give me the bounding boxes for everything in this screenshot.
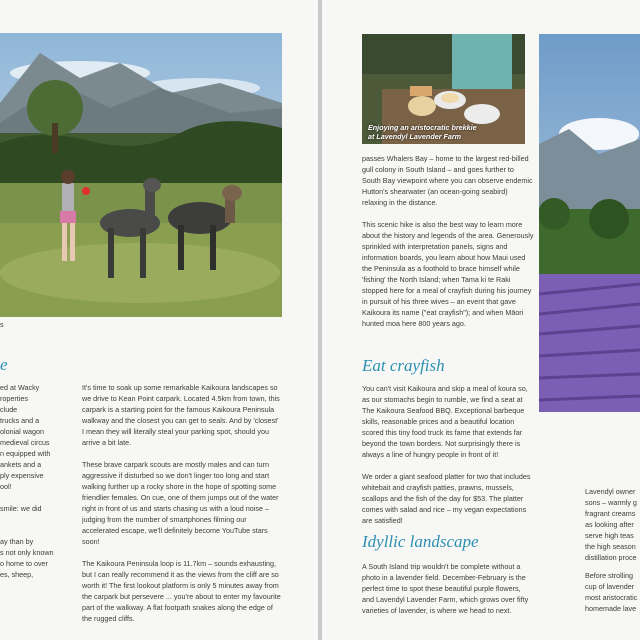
text-line: roperties: [0, 394, 28, 403]
left-column-1: [0, 382, 70, 580]
text-line: [0, 492, 70, 503]
text-line: trucks and a: [0, 416, 40, 425]
heading-idyllic-landscape: Idyllic landscape: [362, 532, 479, 551]
text-line: sons – warmly g: [585, 498, 637, 507]
section-heading-fragment: e: [0, 355, 8, 374]
left-page: [0, 0, 318, 640]
right-column-2b: [585, 570, 640, 614]
text-line: the high season: [585, 542, 636, 551]
text-line: olonial wagon: [0, 427, 44, 436]
text-line: smile: we did: [0, 504, 42, 513]
text-line: es, sheep,: [0, 570, 34, 579]
right-column-2a: [585, 486, 640, 563]
text-line: fragrant creams: [585, 509, 636, 518]
paragraph: We order a giant seafood platter for two that includes whitebait and crayfish patties, prawns, mussels, scallops and the fish of the day for $53. The platter comes with salad and rice – my vegan expectations are satisfied!: [362, 472, 531, 525]
text-line: as looking after: [585, 520, 634, 529]
breakfast-photo-caption: Enjoying an aristocratic brekkie at Lavendyl Lavender Farm: [368, 123, 477, 141]
alpaca-photo: [0, 33, 282, 317]
lavender-field-image: [539, 34, 640, 412]
heading-eat-crayfish: Eat crayfish: [362, 356, 445, 375]
text-line: serve high teas: [585, 531, 634, 540]
paragraph: passes Whalers Bay – home to the largest red-billed gull colony in South Island – and goes further to South Bay viewpoint where you can observe endemic Hutton's shearwater (an ocean-going seabird) relaxing in the distance.: [362, 154, 533, 207]
text-line: Lavendyl owner: [585, 487, 636, 496]
text-line: o home to over: [0, 559, 48, 568]
right-page: [322, 0, 640, 640]
paragraph: These brave carpark scouts are mostly males and can turn aggressive if disturbed so we don't linger too long and start walking further up a rocky shore in the hope of spotting some friendlier females. On cue, one of them jumps out of the water right in front of us and starts chasing us with a loud noise – judging from the number of smartphones filming our accelerated escape, we'll definitely become YouTube stars soon!: [82, 460, 279, 546]
text-line: [0, 514, 70, 525]
right-column-1: [362, 153, 534, 340]
paragraph: It's time to soak up some remarkable Kaikoura landscapes so we drive to Kean Point carpark. Located 4.5km from town, this carpark is a starting point for the famous Kaikoura Peninsula walkway and the closest you can get to seals. And by 'closest' I mean they will literally steal your parking spot, should you arrive a bit late.: [82, 383, 280, 447]
text-line: distillation proce: [585, 553, 637, 562]
text-line: ool!: [0, 482, 12, 491]
crayfish-section-text: [362, 383, 534, 537]
paragraph: This scenic hike is also the best way to learn more about the history and legends of the area. Generously sprinkled with interpretation panels, signs and information boards, you learn about how Maui used the Peninsula as a foothold to brace himself while 'fishing' the North Island; when Tama ki te Raki stopped here for a meal of crayfish during his journey in pursuit of his three wives – an event that gave Kaikoura its name ("eat crayfish"); and when Māori hunted moa here 800 years ago.: [362, 220, 534, 328]
photo-caption-fragment: s: [0, 322, 4, 329]
text-line: clude: [0, 405, 18, 414]
text-line: Before strolling: [585, 571, 633, 580]
text-line: homemade lave: [585, 604, 637, 613]
text-line: [0, 525, 70, 536]
lavender-photo: [539, 34, 640, 412]
text-line: ay than by: [0, 537, 34, 546]
text-line: most aristocratic: [585, 593, 638, 602]
paragraph: The Kaikoura Peninsula loop is 11.7km – sounds exhausting, but I can really recommend it as the views from the cliff are so worth it! The first lookout platform is only 5 minutes away from the carpark but persevere ... you're about to enter my favourite part of the walkway. A flat footpath snakes along the edge of the rugged cliffs.: [82, 559, 281, 623]
alpaca-scene-image: [0, 33, 282, 317]
landscape-section-text: [362, 561, 534, 627]
text-line: n equipped with: [0, 449, 51, 458]
text-line: ply expensive: [0, 471, 44, 480]
text-line: medieval circus: [0, 438, 50, 447]
text-line: ed at Wacky: [0, 383, 40, 392]
text-line: cup of lavender: [585, 582, 635, 591]
paragraph: You can't visit Kaikoura and skip a meal of koura so, as our stomachs begin to rumble, we find a seat at The Kaikoura Seafood BBQ. Exceptional barbeque skills, reasonable prices and a beautiful location scored this tiny food truck its fame that extends far beyond the town borders. Not surprisingly there is always a line of hungry people in front of it!: [362, 384, 528, 459]
left-column-2: [82, 382, 282, 635]
text-line: ankets and a: [0, 460, 42, 469]
paragraph: A South Island trip wouldn't be complete without a photo in a lavender field. December-February is the perfect time to spot these beautiful purple flowers, and Lavendyl Lavender Farm, which grows over fifty varieties of lavender, is where we head to next.: [362, 562, 529, 615]
text-line: s not only known: [0, 548, 54, 557]
